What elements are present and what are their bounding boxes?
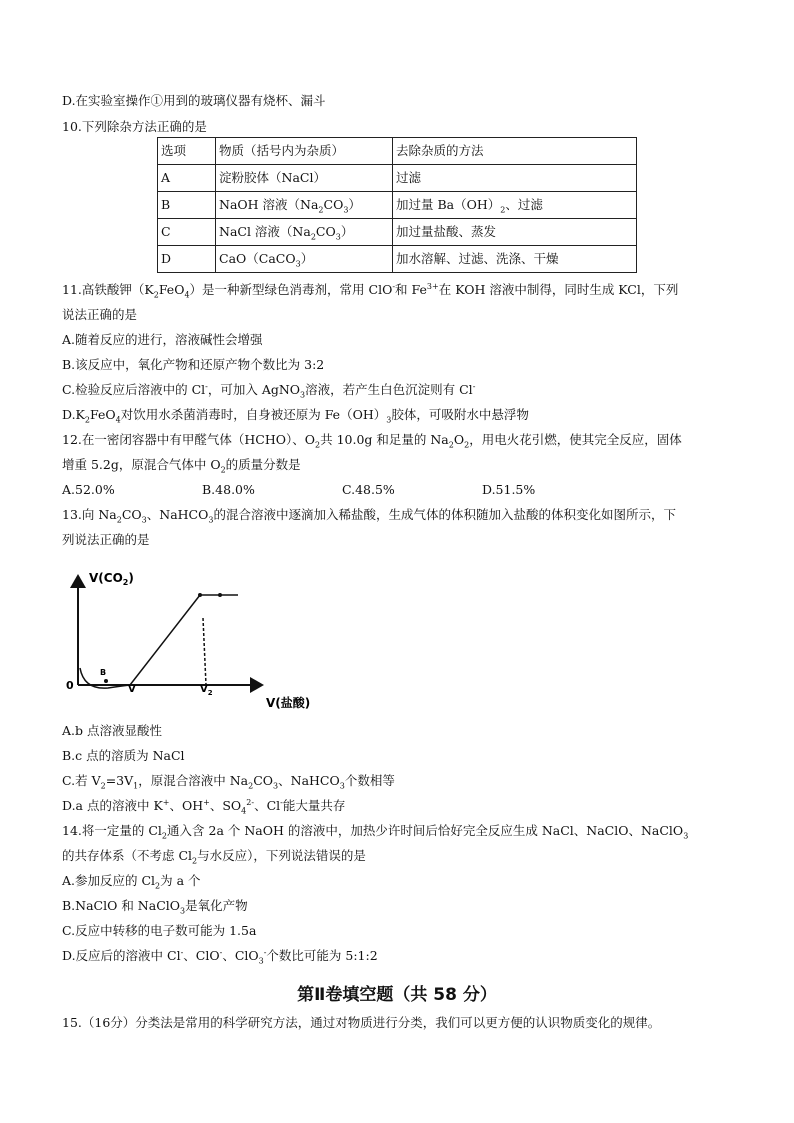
- q13-option-c: C.若 $V_2=3V_1$，原混合溶液中 $Na_2CO_3$、NaHCO$_3$个数相等: [62, 773, 395, 791]
- table-cell-option: A: [158, 165, 216, 192]
- table-row: [158, 219, 637, 246]
- table-row: [158, 165, 637, 192]
- q11-option-d: $D.K_2FeO_4$对饮用水杀菌消毒时，自身被还原为 $Fe(OH)_3$胶体，可吸附水中悬浮物: [62, 407, 529, 425]
- q15-stem: 15.（16分）分类法是常用的科学研究方法，通过对物质进行分类，我们可以更方便的认识物质变化的规律。: [62, 1015, 661, 1030]
- v2-label: $V_2$: [200, 684, 213, 697]
- q13-option-b: B.c 点的溶质为 NaCl: [62, 748, 185, 763]
- table-row: [158, 192, 637, 219]
- q11-option-b: B.该反应中，氧化产物和还原产物个数比为 3:2: [62, 357, 325, 372]
- q13-stem-line1: 13.向 $Na_2CO_3$、NaHCO$_3$的混合溶液中逐滴加入稀盐酸，生成气体的体积随加入盐酸的体积变化如图所示，下: [62, 507, 676, 525]
- table-cell-option: B: [158, 192, 216, 219]
- q12-stem-line2: 增重 5.2g，原混合气体中 $O_2$的质量分数是: [62, 457, 301, 475]
- q12-option-c: C.48.5%: [342, 482, 395, 497]
- q13-option-a: A.b 点溶液显酸性: [62, 723, 162, 738]
- curve-rising: [130, 595, 200, 685]
- q12-option-a: A.52.0%: [62, 482, 115, 497]
- table-cell-material: NaOH 溶液$(Na_2CO_3)$: [216, 192, 393, 219]
- q14-option-d: D.反应后的溶液中 Cl-、ClO-、ClO$_3$-个数比可能为 5:1:2: [62, 947, 378, 966]
- q13-gas-volume-graph: [0, 558, 794, 718]
- table-cell-material: NaCl 溶液$(Na_2CO_3)$: [216, 219, 393, 246]
- table-cell-option: C: [158, 219, 216, 246]
- q13-option-d: D.a 点的溶液中 K+、OH+、$SO_4^{2-}$、Cl-能大量共存: [62, 797, 346, 816]
- y-axis-label: $V(CO_2)$: [89, 571, 134, 587]
- table-header-cell: 去除杂质的方法: [393, 138, 637, 165]
- q10-stem: 10.下列除杂方法正确的是: [62, 119, 207, 134]
- q14-option-a: A.参加反应的 $Cl_2$为 a 个: [62, 873, 201, 891]
- v1-label: V: [128, 684, 136, 695]
- q12-option-d: D.51.5%: [482, 482, 536, 497]
- point-b-label: B: [100, 668, 107, 677]
- q14-stem-line2: 的共存体系（不考虑 $Cl_2$与水反应），下列说法错误的是: [62, 848, 366, 866]
- table-row: [158, 246, 637, 273]
- q14-stem-line1: 14.将一定量的 $Cl_2$通入含 2a 个 NaOH 的溶液中，加热少许时间后恰好完全反应生成 NaCl、NaClO、NaClO$_3$: [62, 823, 689, 841]
- table-cell-material: CaO（CaCO$_3$）: [216, 246, 393, 273]
- table-cell-method: 加水溶解、过滤、洗涤、干燥: [393, 246, 637, 273]
- q14-option-b: B.NaClO 和 NaClO$_3$是氧化产物: [62, 898, 248, 916]
- table-header-row: [158, 138, 637, 165]
- v2-dashed-line: [203, 618, 206, 685]
- q12-stem-line1: 12.在一密闭容器中有甲醛气体（HCHO）、$O_2$共 10.0g 和足量的 $Na_2O_2$，用电火花引燃，使其完全反应，固体: [62, 432, 682, 450]
- table-cell-method: 加过量盐酸、蒸发: [393, 219, 637, 246]
- table-cell-method: 加过量 $Ba(OH)_2$、过滤: [393, 192, 637, 219]
- point-c: [198, 593, 202, 597]
- table-cell-method: 过滤: [393, 165, 637, 192]
- q13-stem-line2: 列说法正确的是: [62, 532, 150, 547]
- table-header-cell: 物质（括号内为杂质）: [216, 138, 393, 165]
- point-b: [104, 679, 108, 683]
- q9-option-d: D.在实验室操作①用到的玻璃仪器有烧杯、漏斗: [62, 93, 326, 108]
- point-d: [218, 593, 222, 597]
- section-heading: 第Ⅱ卷填空题（共 58 分）: [297, 985, 497, 1005]
- q11-option-c: C.检验反应后溶液中的 Cl-，可加入 AgNO$_3$溶液，若产生白色沉淀则有 Cl-: [62, 381, 476, 400]
- q14-option-c: C.反应中转移的电子数可能为 1.5a: [62, 923, 257, 938]
- q12-option-b: B.48.0%: [202, 482, 255, 497]
- table-cell-material: 淀粉胶体（NaCl）: [216, 165, 393, 192]
- table-cell-option: D: [158, 246, 216, 273]
- table-header-cell: 选项: [158, 138, 216, 165]
- origin-label: 0: [66, 679, 74, 692]
- q11-stem-line2: 说法正确的是: [62, 307, 138, 322]
- q11-stem-line1: 11.高铁酸钾$(K_2FeO_4)$是一种新型绿色消毒剂，常用 ClO-和 $Fe^{3+}$在 KOH 溶液中制得，同时生成 KCl，下列: [62, 281, 679, 300]
- q11-option-a: A.随着反应的进行，溶液碱性会增强: [62, 332, 263, 347]
- x-axis-label: V(盐酸): [266, 696, 311, 710]
- q10-table: [157, 137, 637, 273]
